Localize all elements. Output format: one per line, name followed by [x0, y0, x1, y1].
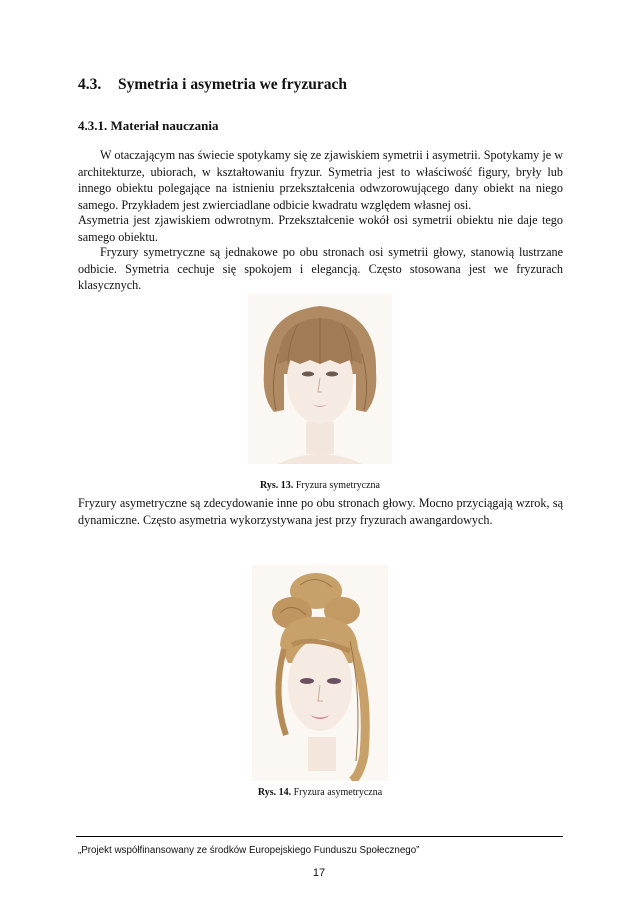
- subsection-heading: 4.3.1. Materiał nauczania: [78, 118, 219, 133]
- paragraph-symmetric-hairstyles: Fryzury symetryczne są jednakowe po obu stronach osi symetrii głowy, stanowią lustrzane odbicie. Symetria cechuje się spokojem i elegancją. Często stosowana jest we fryzurach klasycznych.: [78, 245, 563, 292]
- paragraph-asymmetric-hairstyles: Fryzury asymetryczne są zdecydowanie inne po obu stronach głowy. Mocno przyciągają wzrok, są dynamiczne. Często asymetria wykorzystywana jest przy fryzurach awangardowych.: [78, 496, 563, 527]
- figure-14-label: Rys. 14.: [257, 787, 292, 798]
- symmetric-hairstyle-illustration: [248, 294, 392, 464]
- figure-14-text: Fryzura asymetryczna: [293, 787, 383, 798]
- page-number: 17: [312, 867, 326, 879]
- asymmetric-hairstyle-illustration: [252, 565, 388, 781]
- section-heading: [78, 76, 347, 94]
- figure-13-text: Fryzura symetryczna: [295, 480, 380, 491]
- figure-14-caption: [170, 787, 470, 798]
- figure-symmetric-hairstyle-image: [248, 294, 392, 464]
- footer-funding-note: „Projekt współfinansowany ze środków Europejskiego Funduszu Społecznego”: [78, 845, 420, 856]
- paragraph-symmetry-intro: W otaczającym nas świecie spotykamy się ze zjawiskiem symetrii i asymetrii. Spotykamy je w architekturze, ubiorach, w kształtowaniu fryzur. Symetria jest to właściwość figury, bryły lub innego obiektu polegające na istnieniu przekształcenia odwzorowującego dany obiekt na niego samego. Przykładem jest zwierciadlane odbicie kwadratu względem własnej osi.: [78, 148, 563, 212]
- section-title: Symetria i asymetria we fryzurach: [118, 76, 347, 93]
- figure-13-label: Rys. 13.: [260, 480, 294, 491]
- paragraph-asymmetry-definition: Asymetria jest zjawiskiem odwrotnym. Przekształcenie wokół osi symetrii obiektu nie daje tego samego obiektu.: [78, 213, 563, 244]
- section-number: 4.3.: [78, 76, 102, 93]
- figure-13-caption: [170, 480, 470, 491]
- footer-divider: [76, 836, 563, 837]
- figure-asymmetric-hairstyle-image: [252, 565, 388, 781]
